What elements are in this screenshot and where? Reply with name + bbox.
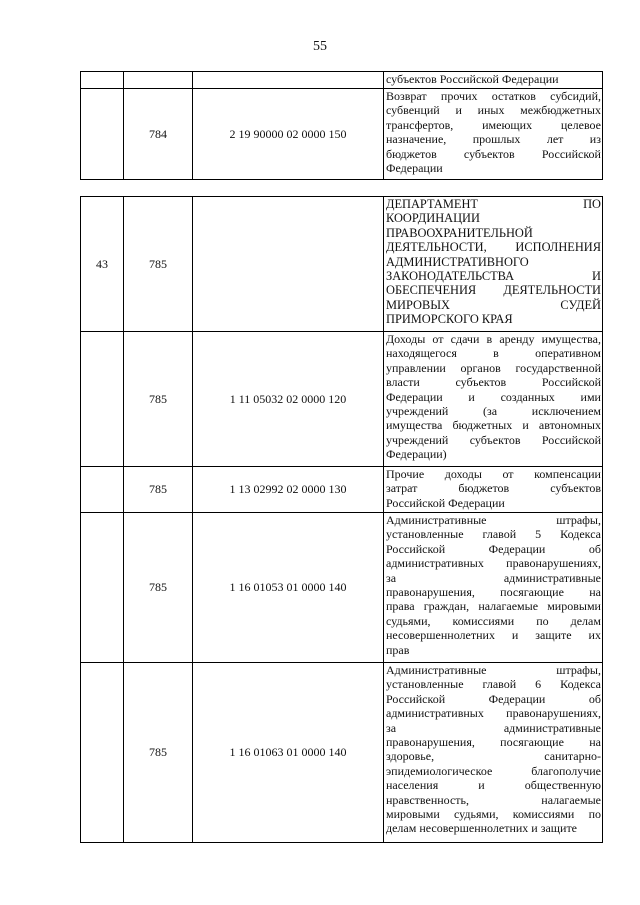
- description-line: [386, 764, 601, 778]
- row-number-cell: [81, 513, 124, 663]
- description-cell: [384, 467, 603, 513]
- word: бюджетных: [452, 418, 513, 433]
- word: Федерации: [488, 691, 546, 706]
- word: мировыми: [547, 599, 601, 614]
- word: административные: [503, 570, 601, 585]
- admin-code-cell: [124, 72, 193, 89]
- description-line: [386, 542, 601, 556]
- budget-class-code-cell: [193, 72, 384, 89]
- budget-class-code-cell: 1 16 01053 01 0000 140: [193, 513, 384, 663]
- description-line: субъектов Российской Федерации: [386, 72, 559, 86]
- page-number: 55: [313, 39, 327, 54]
- table-row: [81, 197, 603, 332]
- word: учреждений: [386, 404, 449, 419]
- word: остатков: [491, 89, 536, 103]
- description-line: АДМИНИСТРАТИВНОГО: [386, 254, 529, 269]
- word: имущества: [386, 418, 443, 433]
- word: целевое: [560, 117, 601, 132]
- word: учреждений: [386, 432, 449, 447]
- word: административные: [503, 720, 601, 735]
- word: налагаемые: [478, 599, 539, 614]
- description-line: [386, 692, 601, 706]
- word: сдачи: [450, 332, 480, 346]
- word: доходы: [444, 467, 482, 481]
- row-number-cell: [81, 72, 124, 89]
- word: (за: [483, 404, 498, 419]
- word: несовершеннолетних: [386, 628, 495, 643]
- word: административных: [386, 706, 484, 721]
- row-number-cell: [81, 89, 124, 180]
- description-line: делам несовершеннолетних и защите: [386, 821, 578, 836]
- word: Федерации: [386, 389, 443, 404]
- admin-code-cell: 785: [124, 332, 193, 467]
- word: субвенций: [386, 103, 440, 118]
- word: ими: [580, 389, 601, 404]
- description-cell: [384, 332, 603, 467]
- description-line: [386, 735, 601, 749]
- word: Возврат: [386, 89, 427, 103]
- word: эпидемиологическое: [386, 763, 493, 778]
- description-line: [386, 614, 601, 628]
- word: комиссиями: [452, 613, 515, 628]
- word: Российской: [541, 432, 601, 447]
- description-line: [386, 240, 601, 254]
- word: И: [592, 269, 601, 284]
- word: государственной: [515, 360, 601, 375]
- word: в: [486, 332, 493, 346]
- word: налагаемые: [541, 792, 601, 807]
- word: Доходы: [386, 332, 426, 346]
- word: созданных: [500, 389, 555, 404]
- word: Российской: [386, 691, 446, 706]
- word: права: [386, 599, 415, 614]
- description-line: [386, 571, 601, 585]
- admin-code-cell: 785: [124, 663, 193, 843]
- word: лет: [546, 132, 564, 147]
- description-line: КООРДИНАЦИИ: [386, 211, 480, 226]
- word: делам: [570, 613, 601, 628]
- budget-class-code-cell: [193, 197, 384, 332]
- word: имеющих: [482, 117, 533, 132]
- word: субсидий,: [550, 89, 601, 103]
- word: власти: [386, 375, 420, 390]
- description-line: Федерации): [386, 447, 447, 462]
- word: и: [511, 628, 519, 643]
- admin-code-cell: 784: [124, 89, 193, 180]
- word: Российской: [541, 375, 601, 390]
- word: 6: [535, 677, 542, 692]
- description-line: [386, 404, 601, 418]
- description-line: ПРИМОРСКОГО КРАЯ: [386, 312, 513, 327]
- word: за: [386, 570, 397, 585]
- description-line: [386, 706, 601, 720]
- word: на: [589, 585, 601, 600]
- table-row: [81, 513, 603, 663]
- row-number-cell: [81, 332, 124, 467]
- word: штрафы,: [556, 663, 601, 677]
- table-row: [81, 72, 603, 89]
- description-line: [386, 599, 601, 613]
- word: в: [493, 346, 499, 361]
- description-line: [386, 103, 601, 117]
- word: административных: [386, 556, 484, 571]
- description-line: [386, 390, 601, 404]
- budget-table-department: [80, 196, 603, 843]
- word: органов: [460, 360, 501, 375]
- word: об: [588, 541, 601, 556]
- word: по: [588, 807, 601, 822]
- word: Административные: [386, 513, 487, 527]
- word: судьями,: [386, 613, 431, 628]
- description-cell: [384, 197, 603, 332]
- word: ОБЕСПЕЧЕНИЯ: [386, 283, 477, 298]
- description-line: [386, 283, 601, 297]
- row-number-cell: [81, 663, 124, 843]
- word: мировыми: [386, 807, 440, 822]
- word: от: [432, 332, 444, 346]
- word: и: [455, 103, 462, 118]
- word: правонарушения,: [386, 735, 475, 750]
- description-cell: [384, 72, 603, 89]
- description-line: [386, 375, 601, 389]
- word: назначение,: [386, 132, 447, 147]
- word: Российской: [386, 541, 446, 556]
- word: иных: [477, 103, 505, 118]
- budget-class-code-cell: 1 13 02992 02 0000 130: [193, 467, 384, 513]
- word: ДЕПАРТАМЕНТ: [386, 197, 478, 211]
- description-line: [386, 793, 601, 807]
- word: посягающие: [500, 585, 564, 600]
- word: посягающие: [500, 735, 564, 750]
- word: межбюджетных: [520, 103, 601, 118]
- word: благополучие: [531, 763, 601, 778]
- word: прошлых: [472, 132, 521, 147]
- table-row: [81, 332, 603, 467]
- row-number-cell: 43: [81, 197, 124, 332]
- word: компенсации: [534, 467, 601, 481]
- description-line: [386, 585, 601, 599]
- word: 5: [535, 527, 542, 542]
- word: и: [478, 778, 485, 793]
- word: и: [468, 389, 475, 404]
- description-line: [386, 361, 601, 375]
- admin-code-cell: 785: [124, 467, 193, 513]
- word: исключением: [531, 404, 601, 419]
- word: субъектов: [463, 146, 515, 161]
- word: Федерации: [488, 541, 546, 556]
- table-row: [81, 89, 603, 180]
- word: установленные: [386, 677, 464, 692]
- description-line: [386, 749, 601, 763]
- description-cell: [384, 89, 603, 180]
- word: судьями,: [453, 807, 499, 822]
- word: нравственность,: [386, 792, 470, 807]
- word: и: [522, 418, 529, 433]
- word: правонарушениях,: [506, 556, 601, 571]
- budget-table-continuation: [80, 71, 603, 180]
- description-line: ПРАВООХРАНИТЕЛЬНОЙ: [386, 225, 533, 240]
- description-line: [386, 807, 601, 821]
- word: штрафы,: [556, 513, 601, 527]
- word: комиссиями: [512, 807, 575, 822]
- word: ЗАКОНОДАТЕЛЬСТВА: [386, 269, 515, 284]
- word: ПО: [583, 197, 601, 211]
- word: аренду: [499, 332, 535, 346]
- word: об: [588, 691, 601, 706]
- description-line: [386, 346, 601, 360]
- word: субъектов: [455, 375, 507, 390]
- description-line: [386, 118, 601, 132]
- word: субъектов: [550, 481, 601, 496]
- word: общественную: [524, 778, 601, 793]
- description-line: [386, 147, 601, 161]
- word: от: [502, 467, 514, 481]
- row-number-cell: [81, 467, 124, 513]
- word: находящегося: [386, 346, 457, 361]
- word: правонарушениях,: [506, 706, 601, 721]
- description-line: [386, 332, 601, 346]
- word: Кодекса: [560, 677, 601, 692]
- word: ДЕЯТЕЛЬНОСТИ,: [386, 240, 487, 255]
- word: их: [588, 628, 601, 643]
- budget-class-code-cell: 2 19 90000 02 0000 150: [193, 89, 384, 180]
- word: населения: [386, 778, 439, 793]
- description-line: [386, 556, 601, 570]
- word: Прочие: [386, 467, 425, 481]
- word: за: [386, 720, 397, 735]
- word: по: [536, 613, 549, 628]
- word: здоровье,: [386, 749, 435, 764]
- word: защите: [535, 628, 572, 643]
- word: из: [589, 132, 601, 147]
- description-line: [386, 721, 601, 735]
- word: на: [589, 735, 601, 750]
- description-cell: [384, 513, 603, 663]
- description-cell: [384, 663, 603, 843]
- word: управлении: [386, 360, 446, 375]
- word: Административные: [386, 663, 487, 677]
- description-line: [386, 132, 601, 146]
- word: ДЕЯТЕЛЬНОСТИ: [503, 283, 601, 298]
- word: бюджетов: [386, 146, 437, 161]
- description-line: [386, 481, 601, 495]
- word: санитарно-: [544, 749, 601, 764]
- word: имущества,: [541, 332, 601, 346]
- word: Кодекса: [560, 527, 601, 542]
- word: субъектов: [469, 432, 521, 447]
- description-line: [386, 677, 601, 691]
- word: затрат: [386, 481, 418, 496]
- description-line: [386, 527, 601, 541]
- word: главой: [482, 527, 517, 542]
- description-line: [386, 778, 601, 792]
- word: граждан,: [423, 599, 470, 614]
- description-line: [386, 628, 601, 642]
- description-line: [386, 197, 601, 211]
- description-line: [386, 433, 601, 447]
- description-line: [386, 89, 601, 103]
- word: СУДЕЙ: [560, 297, 601, 312]
- description-line: [386, 513, 601, 527]
- budget-class-code-cell: 1 16 01063 01 0000 140: [193, 663, 384, 843]
- word: трансфертов,: [386, 117, 454, 132]
- word: установленные: [386, 527, 464, 542]
- word: прочих: [440, 89, 478, 103]
- description-line: [386, 663, 601, 677]
- description-line: Федерации: [386, 161, 443, 176]
- table-row: [81, 467, 603, 513]
- word: МИРОВЫХ: [386, 297, 450, 312]
- description-line: [386, 298, 601, 312]
- word: Российской: [541, 146, 601, 161]
- description-line: [386, 418, 601, 432]
- table-row: [81, 663, 603, 843]
- description-line: прав: [386, 642, 410, 657]
- description-line: Российской Федерации: [386, 495, 505, 510]
- word: главой: [482, 677, 517, 692]
- admin-code-cell: 785: [124, 197, 193, 332]
- word: бюджетов: [458, 481, 510, 496]
- budget-class-code-cell: 1 11 05032 02 0000 120: [193, 332, 384, 467]
- word: оперативном: [535, 346, 601, 361]
- word: автономных: [538, 418, 601, 433]
- description-line: [386, 269, 601, 283]
- admin-code-cell: 785: [124, 513, 193, 663]
- word: ИСПОЛНЕНИЯ: [515, 240, 601, 255]
- description-line: [386, 467, 601, 481]
- word: правонарушения,: [386, 585, 475, 600]
